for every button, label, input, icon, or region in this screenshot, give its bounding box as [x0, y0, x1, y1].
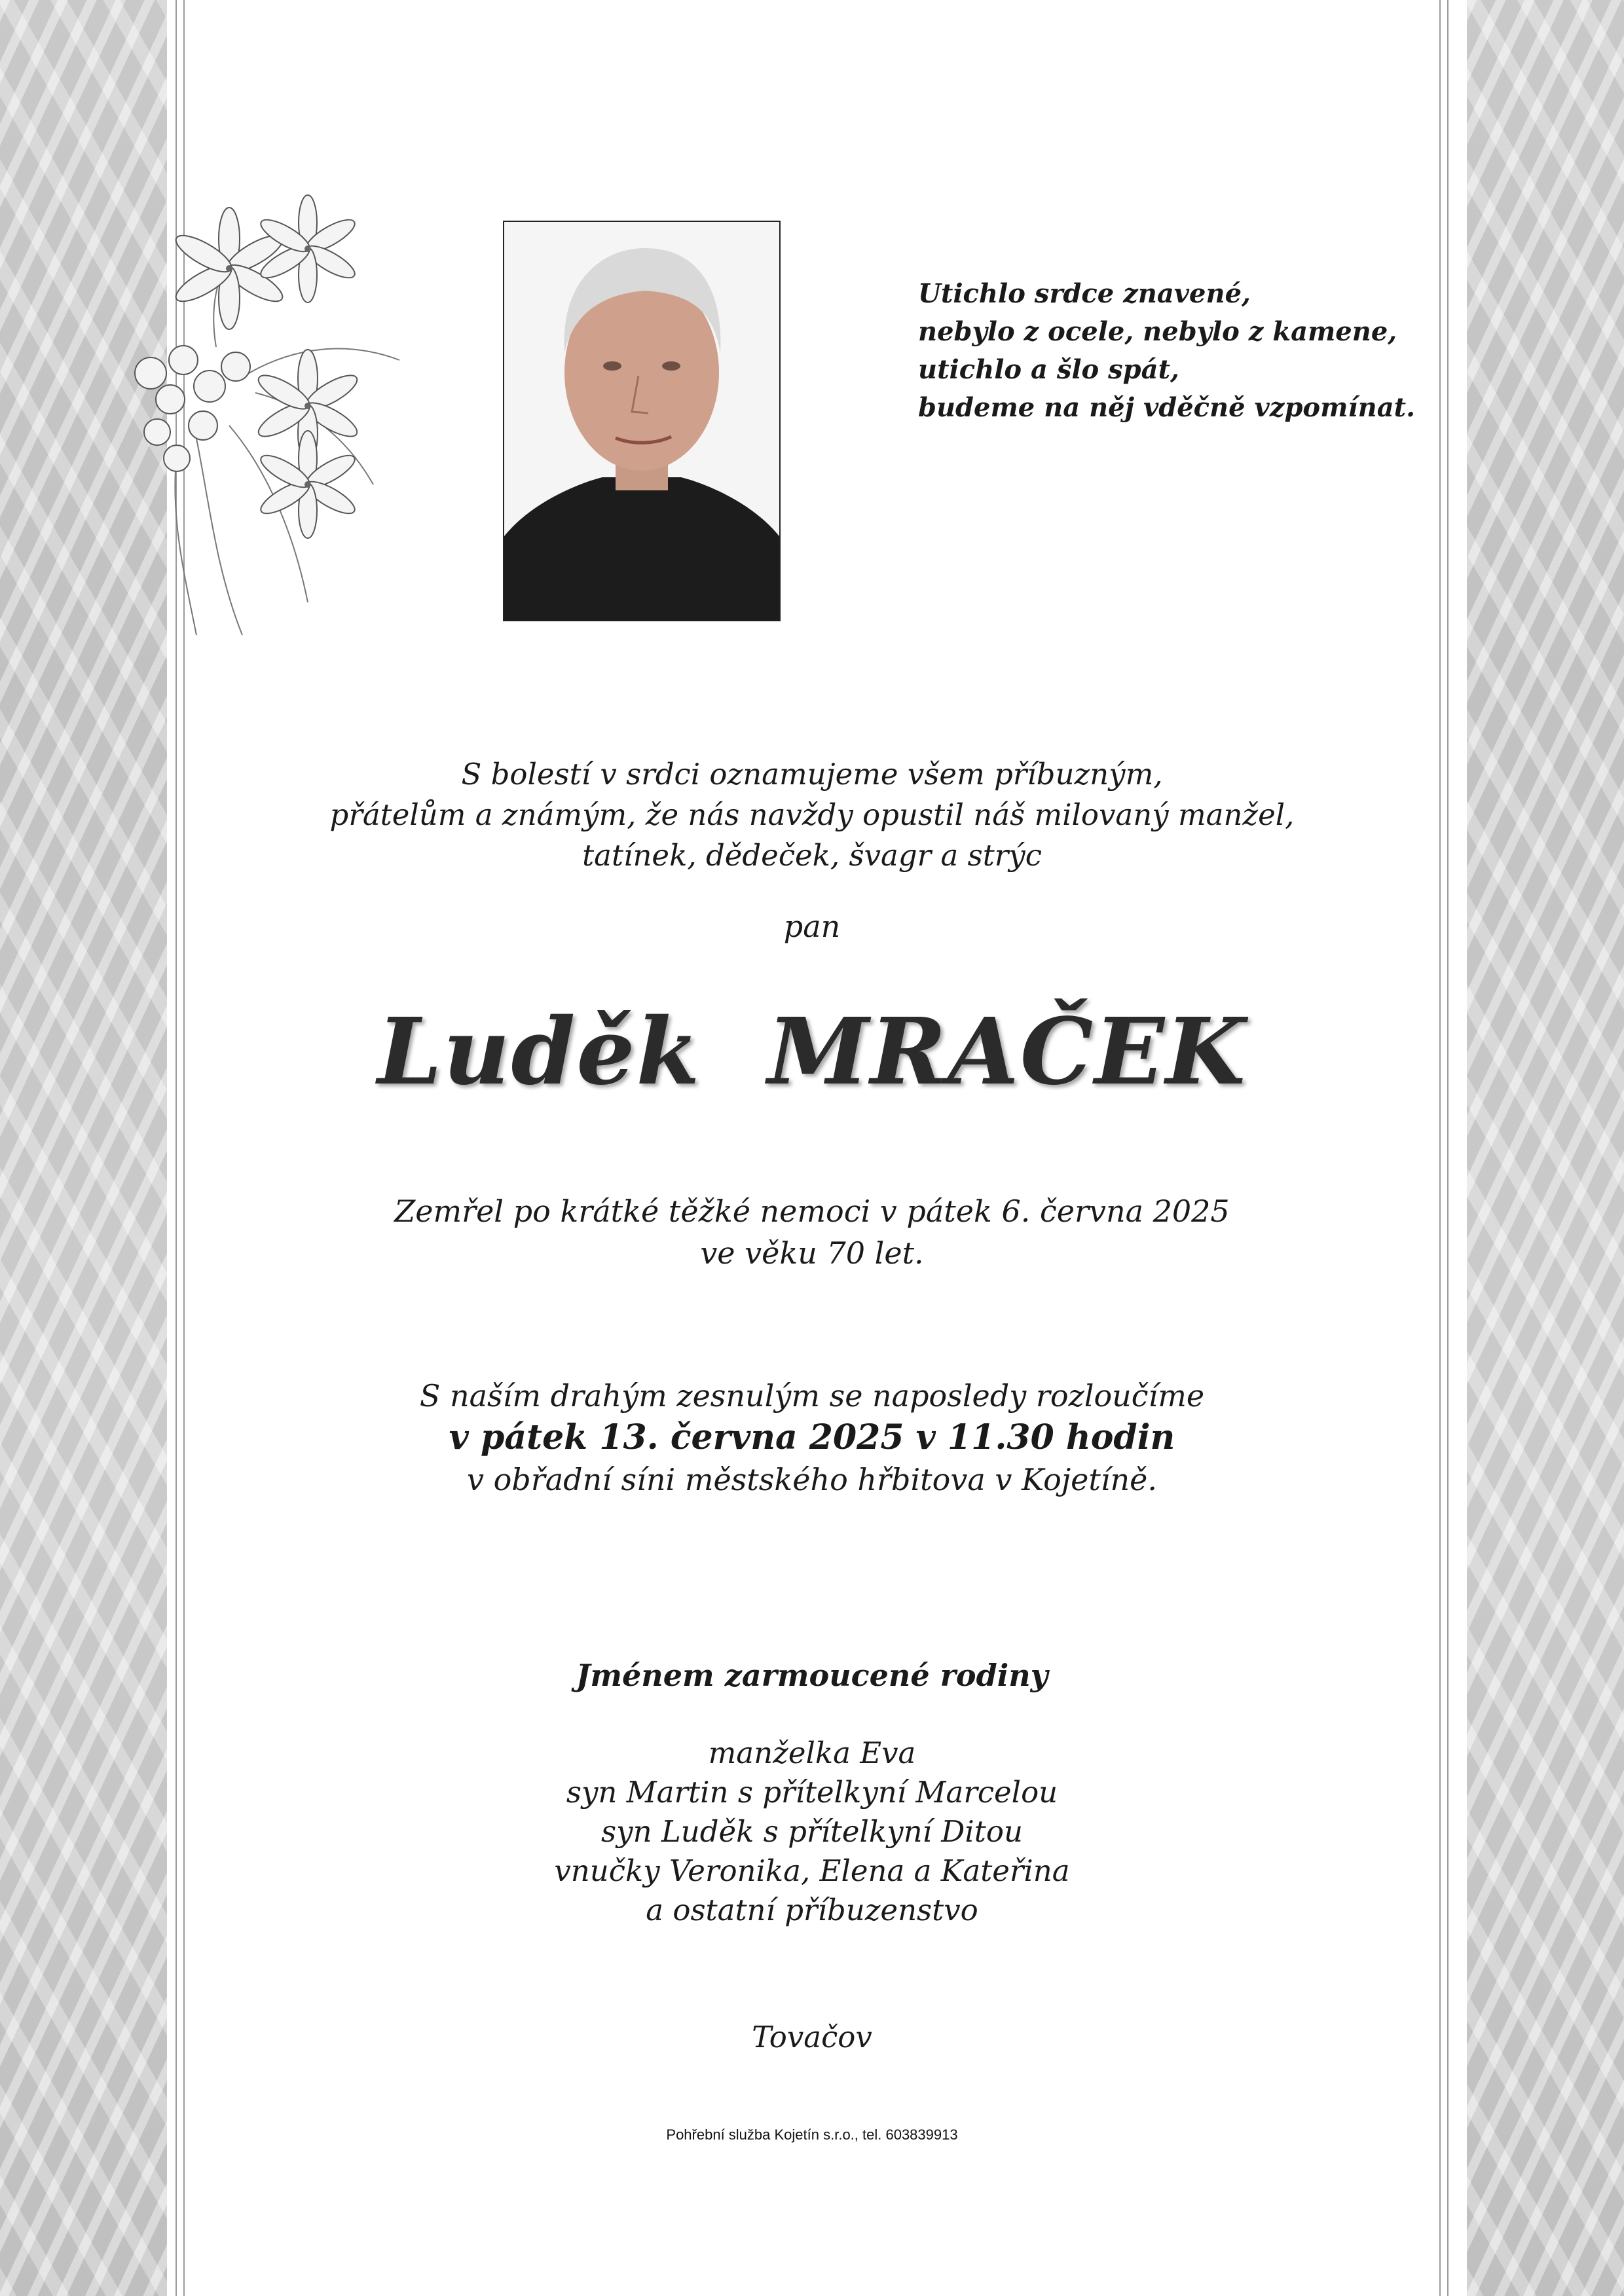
location: Tovačov	[752, 2020, 872, 2054]
family-member: manželka Eva	[708, 1736, 916, 1770]
family-member: syn Martin s přítelkyní Marcelou	[566, 1775, 1058, 1810]
death-info-line: Zemřel po krátké těžké nemoci v pátek 6. června 2025	[394, 1194, 1230, 1229]
announcement	[0, 754, 1624, 876]
ceremony-place: v obřadní síni městského hřbitova v Kojetíně.	[466, 1462, 1157, 1497]
portrait-photo	[503, 221, 781, 621]
deceased-name: Luděk MRAČEK	[377, 998, 1247, 1106]
lily-flowers-icon	[98, 177, 439, 648]
ceremony-intro: S naším drahým zesnulým se naposledy rozloučíme	[419, 1378, 1205, 1413]
announcement-line: S bolestí v srdci oznamujeme všem příbuzným,	[461, 757, 1163, 792]
announcement-line: přátelům a známým, že nás navždy opustil náš milovaný manžel,	[329, 797, 1295, 832]
family-member: vnučky Veronika, Elena a Kateřina	[554, 1853, 1070, 1888]
right-marble-border	[1467, 0, 1624, 2296]
announcement-line: tatínek, dědeček, švagr a strýc	[582, 838, 1042, 873]
right-border-line-2	[1447, 0, 1449, 2296]
memorial-poem	[918, 275, 1442, 427]
family-heading: Jménem zarmoucené rodiny	[576, 1658, 1048, 1693]
death-info	[0, 1190, 1624, 1274]
ceremony-datetime: v pátek 13. června 2025 v 11.30 hodin	[449, 1417, 1175, 1457]
funeral-service-footer: Pohřební služba Kojetín s.r.o., tel. 603839913	[666, 2126, 958, 2143]
family-member: syn Luděk s přítelkyní Ditou	[601, 1814, 1023, 1849]
family-members	[0, 1734, 1624, 1930]
poem-line: budeme na něj vděčně vzpomínat.	[918, 392, 1416, 423]
poem-line: nebylo z ocele, nebylo z kamene,	[918, 316, 1397, 347]
family-member: a ostatní příbuzenstvo	[646, 1893, 978, 1927]
poem-line: utichlo a šlo spát,	[918, 354, 1179, 385]
title-word: pan	[783, 909, 841, 944]
death-info-line: ve věku 70 let.	[700, 1235, 924, 1271]
ceremony-info	[0, 1375, 1624, 1501]
poem-line: Utichlo srdce znavené,	[918, 278, 1251, 309]
